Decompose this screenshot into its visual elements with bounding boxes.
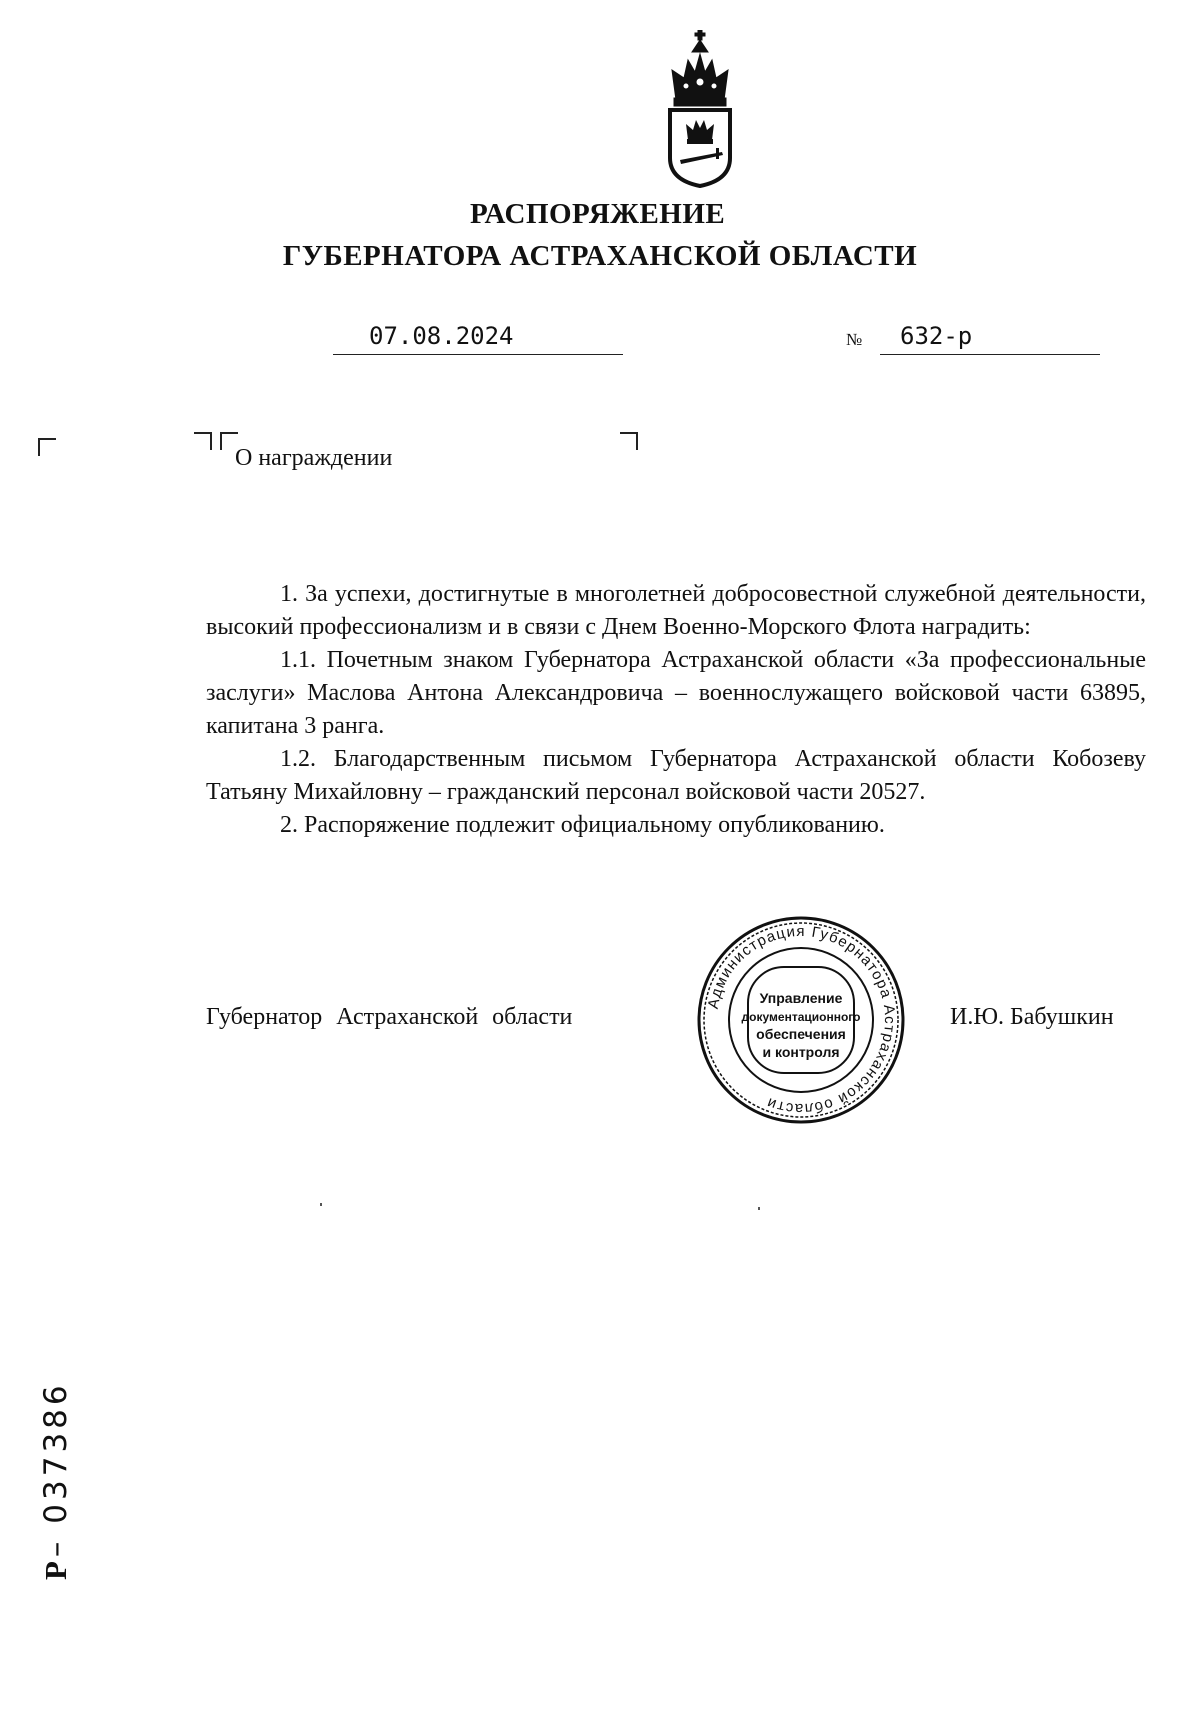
document-body bbox=[206, 578, 1146, 842]
date-field bbox=[333, 322, 623, 355]
margin-corner-left bbox=[38, 438, 56, 456]
coat-of-arms-icon bbox=[662, 30, 738, 190]
document-issuer: ГУБЕРНАТОРА АСТРАХАНСКОЙ ОБЛАСТИ bbox=[282, 240, 918, 272]
signatory-position: Губернатор Астраханской области bbox=[206, 1004, 573, 1030]
registration-digits: – 037386 bbox=[38, 1381, 74, 1558]
seal-line-3: обеспечения bbox=[756, 1026, 846, 1042]
registration-number bbox=[38, 1381, 74, 1580]
document-number: 632-р bbox=[900, 322, 973, 350]
seal-line-2: документационного bbox=[741, 1010, 861, 1024]
paragraph-2: 2. Распоряжение подлежит официальному опубликованию. bbox=[280, 812, 885, 838]
signatory-name: И.Ю. Бабушкин bbox=[950, 1004, 1114, 1030]
scan-speck bbox=[758, 1207, 760, 1210]
document-date: 07.08.2024 bbox=[369, 322, 514, 350]
registration-prefix: Р bbox=[38, 1557, 73, 1580]
subject-corner-close bbox=[620, 432, 638, 450]
document-title: РАСПОРЯЖЕНИЕ bbox=[470, 198, 726, 230]
subject-corner-open-right bbox=[194, 432, 212, 450]
seal-line-1: Управление bbox=[759, 990, 843, 1006]
paragraph-1-1: 1.1. Почетным знаком Губернатора Астраханской области «За профессиональные заслуги» Маслова Антона Александровича – военнослужащего войсковой части 63895, капитана 3 ранга. bbox=[206, 647, 1146, 739]
official-seal-stamp bbox=[696, 915, 906, 1125]
number-field bbox=[880, 322, 1100, 355]
number-sign: № bbox=[846, 330, 863, 349]
paragraph-1-2: 1.2. Благодарственным письмом Губернатора Астраханской области Кобозеву Татьяну Михайловну – гражданский персонал войсковой части 20527. bbox=[206, 746, 1146, 805]
document-subject: О награждении bbox=[235, 445, 393, 471]
seal-line-4: и контроля bbox=[762, 1044, 840, 1060]
scan-speck bbox=[320, 1203, 322, 1206]
paragraph-1: 1. За успехи, достигнутые в многолетней добросовестной служебной деятельности, высокий профессионализм и в связи с Днем Военно-Морского Флота наградить: bbox=[206, 581, 1146, 640]
seal-outer-text: Администрация Губернатора Астраханской области bbox=[704, 922, 899, 1118]
